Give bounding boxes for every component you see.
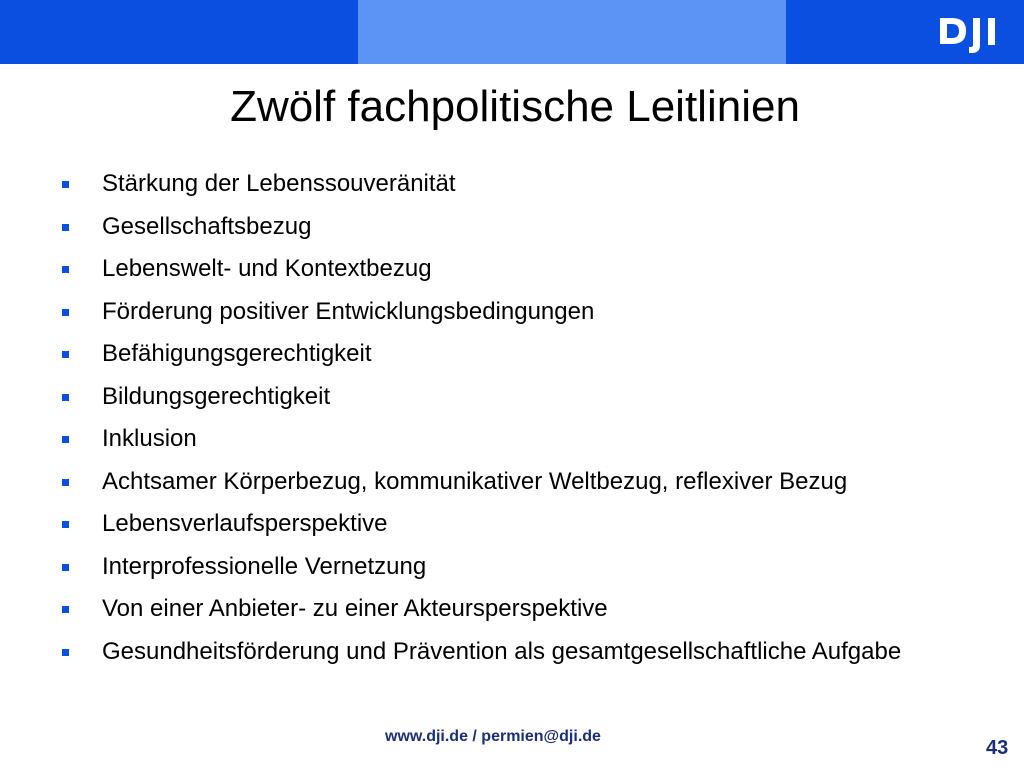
list-item-text: Inklusion [102, 425, 197, 452]
bullet-square-icon [62, 266, 69, 273]
list-item [60, 418, 1010, 461]
list-item-text: Interprofessionelle Vernetzung [102, 552, 427, 580]
bullet-square-icon [62, 224, 69, 231]
list-item [60, 461, 1010, 504]
list-item [60, 631, 1010, 674]
list-item [60, 291, 1010, 334]
bullet-square-icon [62, 351, 69, 358]
list-item [60, 333, 1010, 376]
footer-contact: www.dji.de / permien@dji.de [385, 728, 601, 745]
bullet-square-icon [62, 309, 69, 316]
list-item [60, 376, 1010, 419]
list-item-text: Befähigungsgerechtigkeit [102, 340, 372, 367]
list-item-text: Förderung positiver Entwicklungsbedingungen [102, 297, 595, 325]
header-bar-segment-middle [358, 0, 786, 64]
list-item [60, 206, 1010, 249]
list-item [60, 503, 1010, 546]
list-item-text: Von einer Anbieter- zu einer Akteursperspektive [102, 595, 608, 622]
bullet-square-icon [62, 181, 69, 188]
list-item-text: Lebenswelt- und Kontextbezug [102, 255, 432, 282]
bullet-square-icon [62, 564, 69, 571]
list-item-text: Lebensverlaufsperspektive [102, 510, 388, 537]
slide-title: Zwölf fachpolitische Leitlinien [230, 82, 800, 131]
page-number: 43 [986, 737, 1009, 759]
list-item [60, 546, 1010, 589]
bullet-square-icon [62, 436, 69, 443]
header-bar [0, 0, 1024, 64]
list-item-text: Achtsamer Körperbezug, kommunikativer Weltbezug, reflexiver Bezug [102, 467, 848, 495]
list-item-text: Gesundheitsförderung und Prävention als gesamtgesellschaftliche Aufgabe [102, 637, 902, 665]
bullet-square-icon [62, 521, 69, 528]
list-item [60, 588, 1010, 631]
list-item [60, 163, 1010, 206]
dji-logo [936, 12, 1004, 54]
list-item [60, 248, 1010, 291]
bullet-list [60, 163, 1010, 673]
list-item-text: Bildungsgerechtigkeit [102, 382, 331, 410]
bullet-square-icon [62, 606, 69, 613]
list-item-text: Stärkung der Lebenssouveränität [102, 170, 456, 197]
bullet-square-icon [62, 479, 69, 486]
header-bar-segment-left [0, 0, 358, 64]
bullet-square-icon [62, 394, 69, 401]
list-item-text: Gesellschaftsbezug [102, 212, 312, 240]
bullet-square-icon [62, 649, 69, 656]
